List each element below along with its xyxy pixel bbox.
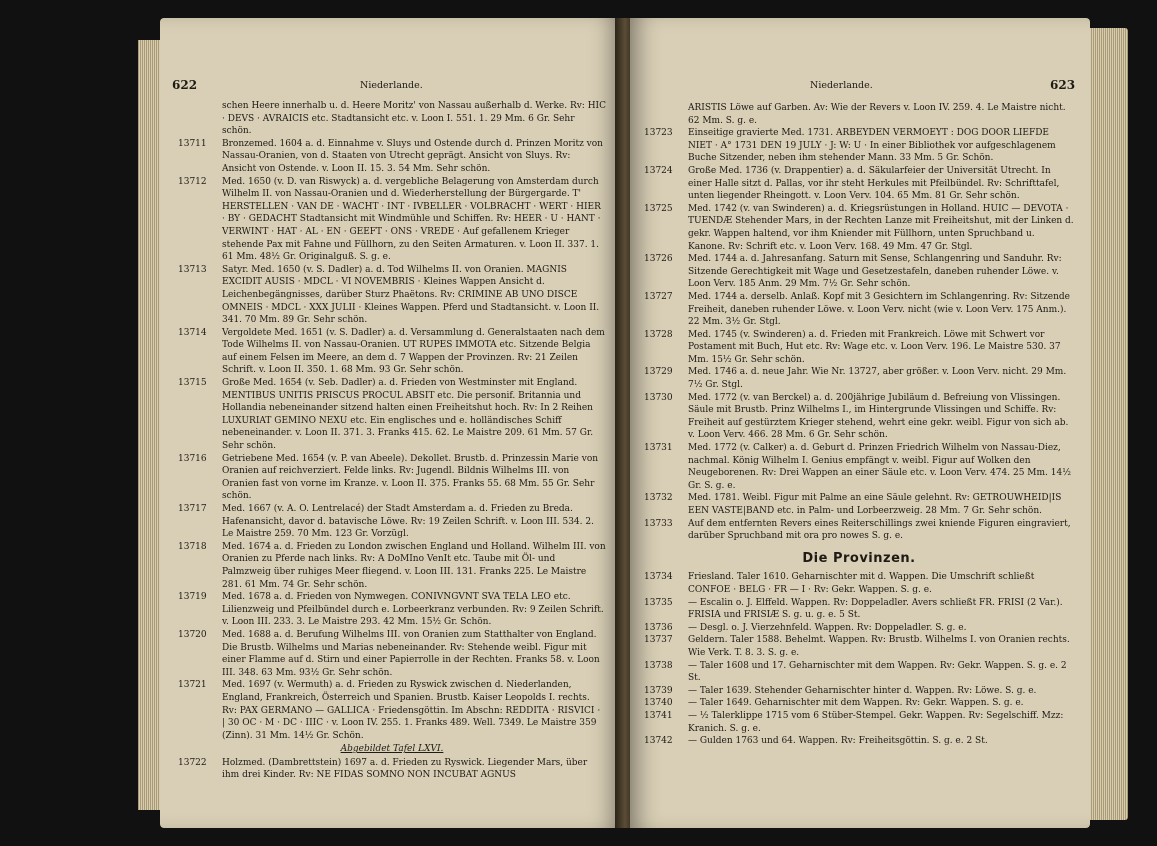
- lot-number: 13737: [644, 635, 673, 646]
- catalog-entry: [644, 366, 1074, 391]
- lot-description: Med. 1772 (v. Calker) a. d. Geburt d. Prinzen Friedrich Wilhelm von Nassau-Diez, nachmal. König Wilhelm I. Genius empfängt v. weibl. Figur auf Wolken den Neugeborenen. Rv: Drei Wappen an einer Säule etc. v. Loon Verv. 474. 25 Mm. 14½ Gr. S. g. e.: [688, 443, 1071, 491]
- lot-number: 13736: [644, 622, 673, 633]
- lot-description: Med. 1744 a. d. Jahresanfang. Saturn mit Sense, Schlangenring und Sanduhr. Rv: Sitzende Gerechtigkeit mit Wage und Gesetzestafeln, daneben ruhender Löwe. v. Loon Verv. 185 Anm. 29 Mm. 7½ Gr. Sehr schön.: [688, 254, 1062, 290]
- lot-description: — ½ Talerklippe 1715 vom 6 Stüber-Stempel. Gekr. Wappen. Rv: Segelschiff. Mzz: Kranich. S. g. e.: [688, 710, 1064, 734]
- lot-number: 13716: [178, 453, 207, 464]
- lot-number: 13735: [644, 597, 673, 608]
- catalog-entry: [178, 100, 606, 138]
- lot-number: 13719: [178, 592, 207, 603]
- lot-description: Getriebene Med. 1654 (v. P. van Abeele). Dekollet. Brustb. d. Prinzessin Marie von Oranien auf reichverziert. Felde links. Rv: Jugendl. Bildnis Wilhelms III. von Oranien fast von vorne im Kranze. v. Loon II. 375. Franks 55. 68 Mm. 55 Gr. Sehr schön.: [222, 453, 599, 502]
- lot-description: schen Heere innerhalb u. d. Heere Moritz' von Nassau außerhalb d. Werke. Rv: HIC · DEVS · AVRAICIS etc. Stadtansicht etc. v. Loon I. 551. 1. 29 Mm. 6 Gr. Sehr schön.: [222, 101, 606, 137]
- catalog-entry: [178, 591, 606, 629]
- catalog-entry: [644, 685, 1074, 698]
- lot-number: 13726: [644, 254, 673, 265]
- lot-description: Med. 1674 a. d. Frieden zu London zwischen England und Holland. Wilhelm III. von Oranien zu Pferde nach links. Rv: A DoMIno VenIt etc. Taube mit Öl- und Palmzweig über ruhiges Meer fliegend. v. Loon III. 131. Franks 225. Le Maistre 281. 61 Mm. 74 Gr. Sehr schön.: [222, 541, 606, 590]
- catalog-entry: [178, 541, 606, 591]
- lot-number: 13724: [644, 165, 673, 176]
- catalog-entry: [644, 735, 1074, 748]
- lot-description: Große Med. 1736 (v. Drappentier) a. d. Säkularfeier der Universität Utrecht. In einer Halle sitzt d. Pallas, vor ihr steht Herkules mit Pfeilbündel. Rv: Schrifttafel, unten liegender Rheingott. v. Loon Verv. 104. 65 Mm. 81 Gr. Sehr schön.: [688, 165, 1060, 202]
- lot-description: Med. 1742 (v. van Swinderen) a. d. Kriegsrüstungen in Holland. HUIC — DEVOTA · TUENDÆ Stehender Mars, in der Rechten Lanze mit Freiheitshut, mit der Linken d. gekr. Wappen haltend, vor ihm Kniender mit Füllhorn, unten Spruchband u. Kanone. Rv: Schrift etc. v. Loon Verv. 168. 49 Mm. 47 Gr. Stgl.: [688, 203, 1074, 252]
- catalog-entry: [644, 518, 1074, 543]
- lot-number: 13722: [178, 757, 207, 768]
- catalog-entry: [644, 634, 1074, 659]
- lot-description: Geldern. Taler 1588. Behelmt. Wappen. Rv: Brustb. Wilhelms I. von Oranien rechts. Wie Verk. T. 8. 3. S. g. e.: [688, 635, 1070, 658]
- right-page-header: Niederlande.: [810, 80, 873, 91]
- left-page: [160, 18, 620, 828]
- left-page-number: 622: [172, 78, 198, 92]
- lot-number: 13731: [644, 443, 673, 454]
- lot-number: 13741: [644, 710, 673, 721]
- lot-description: Med. 1678 a. d. Frieden von Nymwegen. CONIVNGVNT SVA TELA LEO etc. Lilienzweig und Pfeilbündel durch e. Lorbeerkranz verbunden. Rv: 9 Zeilen Schrift. v. Loon III. 233. 3. Le Maistre 293. 42 Mm. 15½ Gr. Schön.: [222, 592, 604, 628]
- lot-number: 13715: [178, 378, 207, 389]
- catalog-entry: [178, 327, 606, 377]
- catalog-entry: [644, 697, 1074, 710]
- lot-number: 13734: [644, 572, 673, 583]
- catalog-entry: [644, 597, 1074, 622]
- lot-number: 13739: [644, 685, 673, 696]
- lot-description: Med. 1772 (v. van Berckel) a. d. 200jährige Jubiläum d. Befreiung von Vlissingen. Säule mit Brustb. Prinz Wilhelms I., im Hintergrunde Vlissingen und Schiffe. Rv: Freiheit auf gestürztem Krieger stehend, wehrt eine gekr. weibl. Figur von sich ab. v. Loon Verv. 466. 28 Mm. 6 Gr. Sehr schön.: [688, 392, 1069, 441]
- catalog-entry: [178, 453, 606, 503]
- lot-description: Satyr. Med. 1650 (v. S. Dadler) a. d. Tod Wilhelms II. von Oranien. MAGNIS EXCIDIT AUSIS · MDCL · VI NOVEMBRIS · Kleines Wappen Ansicht d. Leichenbegängnisses, darüber Sturz Phaëtons. Rv: CRIMINE AB UNO DISCE OMNEIS · MDCL · XXX JULII · Kleines Wappen. Pferd und Stadtansicht. v. Loon II. 341. 70 Mm. 89 Gr. Sehr schön.: [222, 264, 600, 326]
- catalog-entry: [644, 660, 1074, 685]
- catalog-entry: [178, 377, 606, 453]
- catalog-entry: [644, 392, 1074, 442]
- left-page-body: [178, 100, 606, 782]
- catalog-entry: [178, 264, 606, 327]
- lot-description: Med. 1667 (v. A. O. Lentrelacé) der Stadt Amsterdam a. d. Frieden zu Breda. Hafenansicht, davor d. batavische Löwe. Rv: 19 Zeilen Schrift. v. Loon III. 534. 2. Le Maistre 259. 70 Mm. 123 Gr. Vorzügl.: [222, 504, 594, 540]
- lot-description: — Desgl. o. J. Vierzehnfeld. Wappen. Rv: Doppeladler. S. g. e.: [688, 622, 967, 633]
- lot-description: Friesland. Taler 1610. Geharnischter mit d. Wappen. Die Umschrift schließt CONFOE · BELG · FR — I · Rv: Gekr. Wappen. S. g. e.: [688, 572, 1035, 595]
- catalog-entry: [178, 757, 606, 782]
- lot-number: 13742: [644, 736, 673, 747]
- catalog-entry: [644, 127, 1074, 165]
- lot-description: Med. 1746 a. d. neue Jahr. Wie Nr. 13727, aber größer. v. Loon Verv. nicht. 29 Mm. 7½ Gr. Stgl.: [688, 367, 1067, 391]
- catalog-entry: [178, 503, 606, 541]
- right-entries: [644, 102, 1074, 543]
- lot-number: 13730: [644, 392, 673, 403]
- left-page-edges: [138, 40, 162, 810]
- lot-description: — Gulden 1763 und 64. Wappen. Rv: Freiheitsgöttin. S. g. e. 2 St.: [688, 736, 988, 747]
- lot-number: 13720: [178, 629, 207, 640]
- catalog-entry: [644, 329, 1074, 367]
- lot-number: 13729: [644, 367, 673, 378]
- lot-description: — Taler 1639. Stehender Geharnischter hinter d. Wappen. Rv: Löwe. S. g. e.: [688, 685, 1037, 696]
- lot-number: 13728: [644, 329, 673, 340]
- province-entries: [644, 571, 1074, 747]
- catalog-entry: [178, 629, 606, 679]
- lot-number: 13738: [644, 660, 673, 671]
- catalog-entry: [644, 571, 1074, 596]
- catalog-entry: [644, 492, 1074, 517]
- lot-description: Bronzemed. 1604 a. d. Einnahme v. Sluys und Ostende durch d. Prinzen Moritz von Nassau-Oranien, von d. Staaten von Utrecht geprägt. Ansicht von Sluys. Rv: Ansicht von Ostende. v. Loon II. 15. 3. 54 Mm. Sehr schön.: [222, 138, 603, 174]
- lot-number: 13733: [644, 518, 673, 529]
- lot-description: Med. 1688 a. d. Berufung Wilhelms III. von Oranien zum Statthalter von England. Die Brustb. Wilhelms und Marias nebeneinander. Rv: Stehende weibl. Figur mit einer Flamme auf d. Stirn und einer Papierrolle in der Rechten. Franks 58. v. Loon III. 348. 63 Mm. 93½ Gr. Sehr schön.: [222, 629, 600, 678]
- catalog-entry: [644, 442, 1074, 492]
- right-page-number: 623: [1050, 78, 1076, 92]
- open-book: [160, 18, 1090, 828]
- lot-description: Vergoldete Med. 1651 (v. S. Dadler) a. d. Versammlung d. Generalstaaten nach dem Tode Wilhelms II. von Nassau-Oranien. UT RUPES IMMOTA etc. Sitzende Belgia auf einem Felsen im Meere, an dem d. 7 Wappen der Provinzen. Rv: 21 Zeilen Schrift. v. Loon II. 350. 1. 68 Mm. 93 Gr. Sehr schön.: [222, 327, 605, 376]
- right-page-edges: [1090, 28, 1128, 820]
- right-page: [630, 18, 1090, 828]
- lot-number: 13725: [644, 203, 673, 214]
- lot-number: 13727: [644, 291, 673, 302]
- lot-number: 13723: [644, 128, 673, 139]
- lot-number: 13717: [178, 504, 207, 514]
- left-page-header: Niederlande.: [360, 80, 423, 91]
- section-title: Die Provinzen.: [802, 550, 916, 566]
- catalog-entry: [644, 622, 1074, 635]
- lot-number: 13711: [178, 138, 207, 149]
- lot-description: Auf dem entfernten Revers eines Reiterschillings zwei kniende Figuren eingraviert, darüber Spruchband mit ora pro nowes S. g. e.: [688, 518, 1071, 542]
- catalog-entry: [644, 710, 1074, 735]
- lot-number: 13740: [644, 698, 673, 709]
- catalog-entry: [644, 203, 1074, 253]
- plate-caption: Abgebildet Tafel LXVI.: [340, 744, 444, 755]
- lot-description: Med. 1650 (v. D. van Riswyck) a. d. vergebliche Belagerung von Amsterdam durch Wilhelm II. von Nassau-Oranien und d. Wiederherstellung der Bürgergarde. T' HERSTELLEN · VAN DE · WACHT · INT · IVBELLER · VOLBRACHT · WERT · HIER · BY · GEDACHT Stadtansicht mit Windmühle und Schiffen. Rv: HEER · U · HANT · VERWINT · HAT · AL · EN · GEEFT · ONS · VREDE · Auf gefallenem Krieger stehende Pax mit Fahne und Füllhorn, zu den Seiten Armaturen. v. Loon II. 337. 1. 61 Mm. 48½ Gr. Originalguß. S. g. e.: [222, 176, 601, 263]
- catalog-entry: [178, 138, 606, 176]
- catalog-entry: [644, 102, 1074, 127]
- lot-number: 13712: [178, 176, 207, 187]
- right-page-body: [644, 102, 1074, 748]
- lot-number: 13713: [178, 264, 207, 275]
- catalog-entry: [178, 176, 606, 264]
- lot-description: Med. 1781. Weibl. Figur mit Palme an eine Säule gelehnt. Rv: GETROUWHEID|IS EEN VASTE|BAND etc. in Palm- und Lorbeerzweig. 28 Mm. 7 Gr. Sehr schön.: [688, 493, 1062, 516]
- lot-number: 13718: [178, 541, 207, 552]
- catalog-entry: [644, 165, 1074, 203]
- lot-number: 13714: [178, 327, 207, 338]
- lot-description: Einseitige gravierte Med. 1731. ARBEYDEN VERMOEYT : DOG DOOR LIEFDE NIET · A° 1731 DEN 19 JULY · J: W: U · In einer Bibliothek vor aufgeschlagenem Buche Sitzender, neben ihm stehender Mann. 33 Mm. 5 Gr. Schön.: [688, 128, 1056, 164]
- lot-description: Holzmed. (Dambrettstein) 1697 a. d. Frieden zu Ryswick. Liegender Mars, über ihm drei Kinder. Rv: NE FIDAS SOMNO NON INCUBAT AGNUS: [222, 757, 588, 781]
- lot-description: Große Med. 1654 (v. Seb. Dadler) a. d. Frieden von Westminster mit England. MENTIBUS UNITIS PRISCUS PROCUL ABSIT etc. Die personif. Britannia und Hollandia nebeneinander sitzend halten einen Freiheitshut hoch. Rv: In 2 Reihen LUXURIAT GEMINO NEXU etc. Ein englisches und e. holländisches Schiff nebeneinander. v. Loon II. 371. 3. Franks 415. 62. Le Maistre 209. 61 Mm. 57 Gr. Sehr schön.: [222, 378, 594, 452]
- catalog-entry: [644, 253, 1074, 291]
- lot-description: — Taler 1608 und 17. Geharnischter mit dem Wappen. Rv: Gekr. Wappen. S. g. e. 2 St.: [688, 660, 1067, 684]
- catalog-entry: [178, 679, 606, 742]
- lot-description: ARISTIS Löwe auf Garben. Av: Wie der Revers v. Loon IV. 259. 4. Le Maistre nicht. 62 Mm. S. g. e.: [688, 103, 1066, 126]
- lot-number: 13732: [644, 493, 673, 504]
- catalog-entry: [644, 291, 1074, 329]
- lot-description: — Escalin o. J. Elffeld. Wappen. Rv: Doppeladler. Avers schließt FR. FRISI (2 Var.). FRISIA und FRISIÆ S. g. u. g. e. 5 St.: [688, 597, 1063, 621]
- lot-description: Med. 1745 (v. Swinderen) a. d. Frieden mit Frankreich. Löwe mit Schwert vor Postament mit Buch, Hut etc. Rv: Wage etc. v. Loon Verv. 196. Le Maistre 530. 37 Mm. 15½ Gr. Sehr schön.: [688, 329, 1061, 365]
- lot-number: 13721: [178, 680, 207, 691]
- lot-description: Med. 1697 (v. Wermuth) a. d. Frieden zu Ryswick zwischen d. Niederlanden, England, Frankreich, Österreich und Spanien. Brustb. Kaiser Leopolds I. rechts. Rv: PAX GERMANO — GALLICA · Friedensgöttin. Im Abschn: REDDITA · RISVICI · | 30 OC · M · DC · IIIC · v. Loon IV. 255. 1. Franks 489. Well. 7349. Le Maistre 359 (Zinn). 31 Mm. 14½ Gr. Schön.: [222, 680, 601, 741]
- lot-description: — Taler 1649. Geharnischter mit dem Wappen. Rv: Gekr. Wappen. S. g. e.: [688, 698, 1024, 709]
- lot-description: Med. 1744 a. derselb. Anlaß. Kopf mit 3 Gesichtern im Schlangenring. Rv: Sitzende Freiheit, daneben ruhender Löwe. v. Loon Verv. nicht (wie v. Loon Verv. 175 Anm.). 22 Mm. 3½ Gr. Stgl.: [688, 291, 1070, 328]
